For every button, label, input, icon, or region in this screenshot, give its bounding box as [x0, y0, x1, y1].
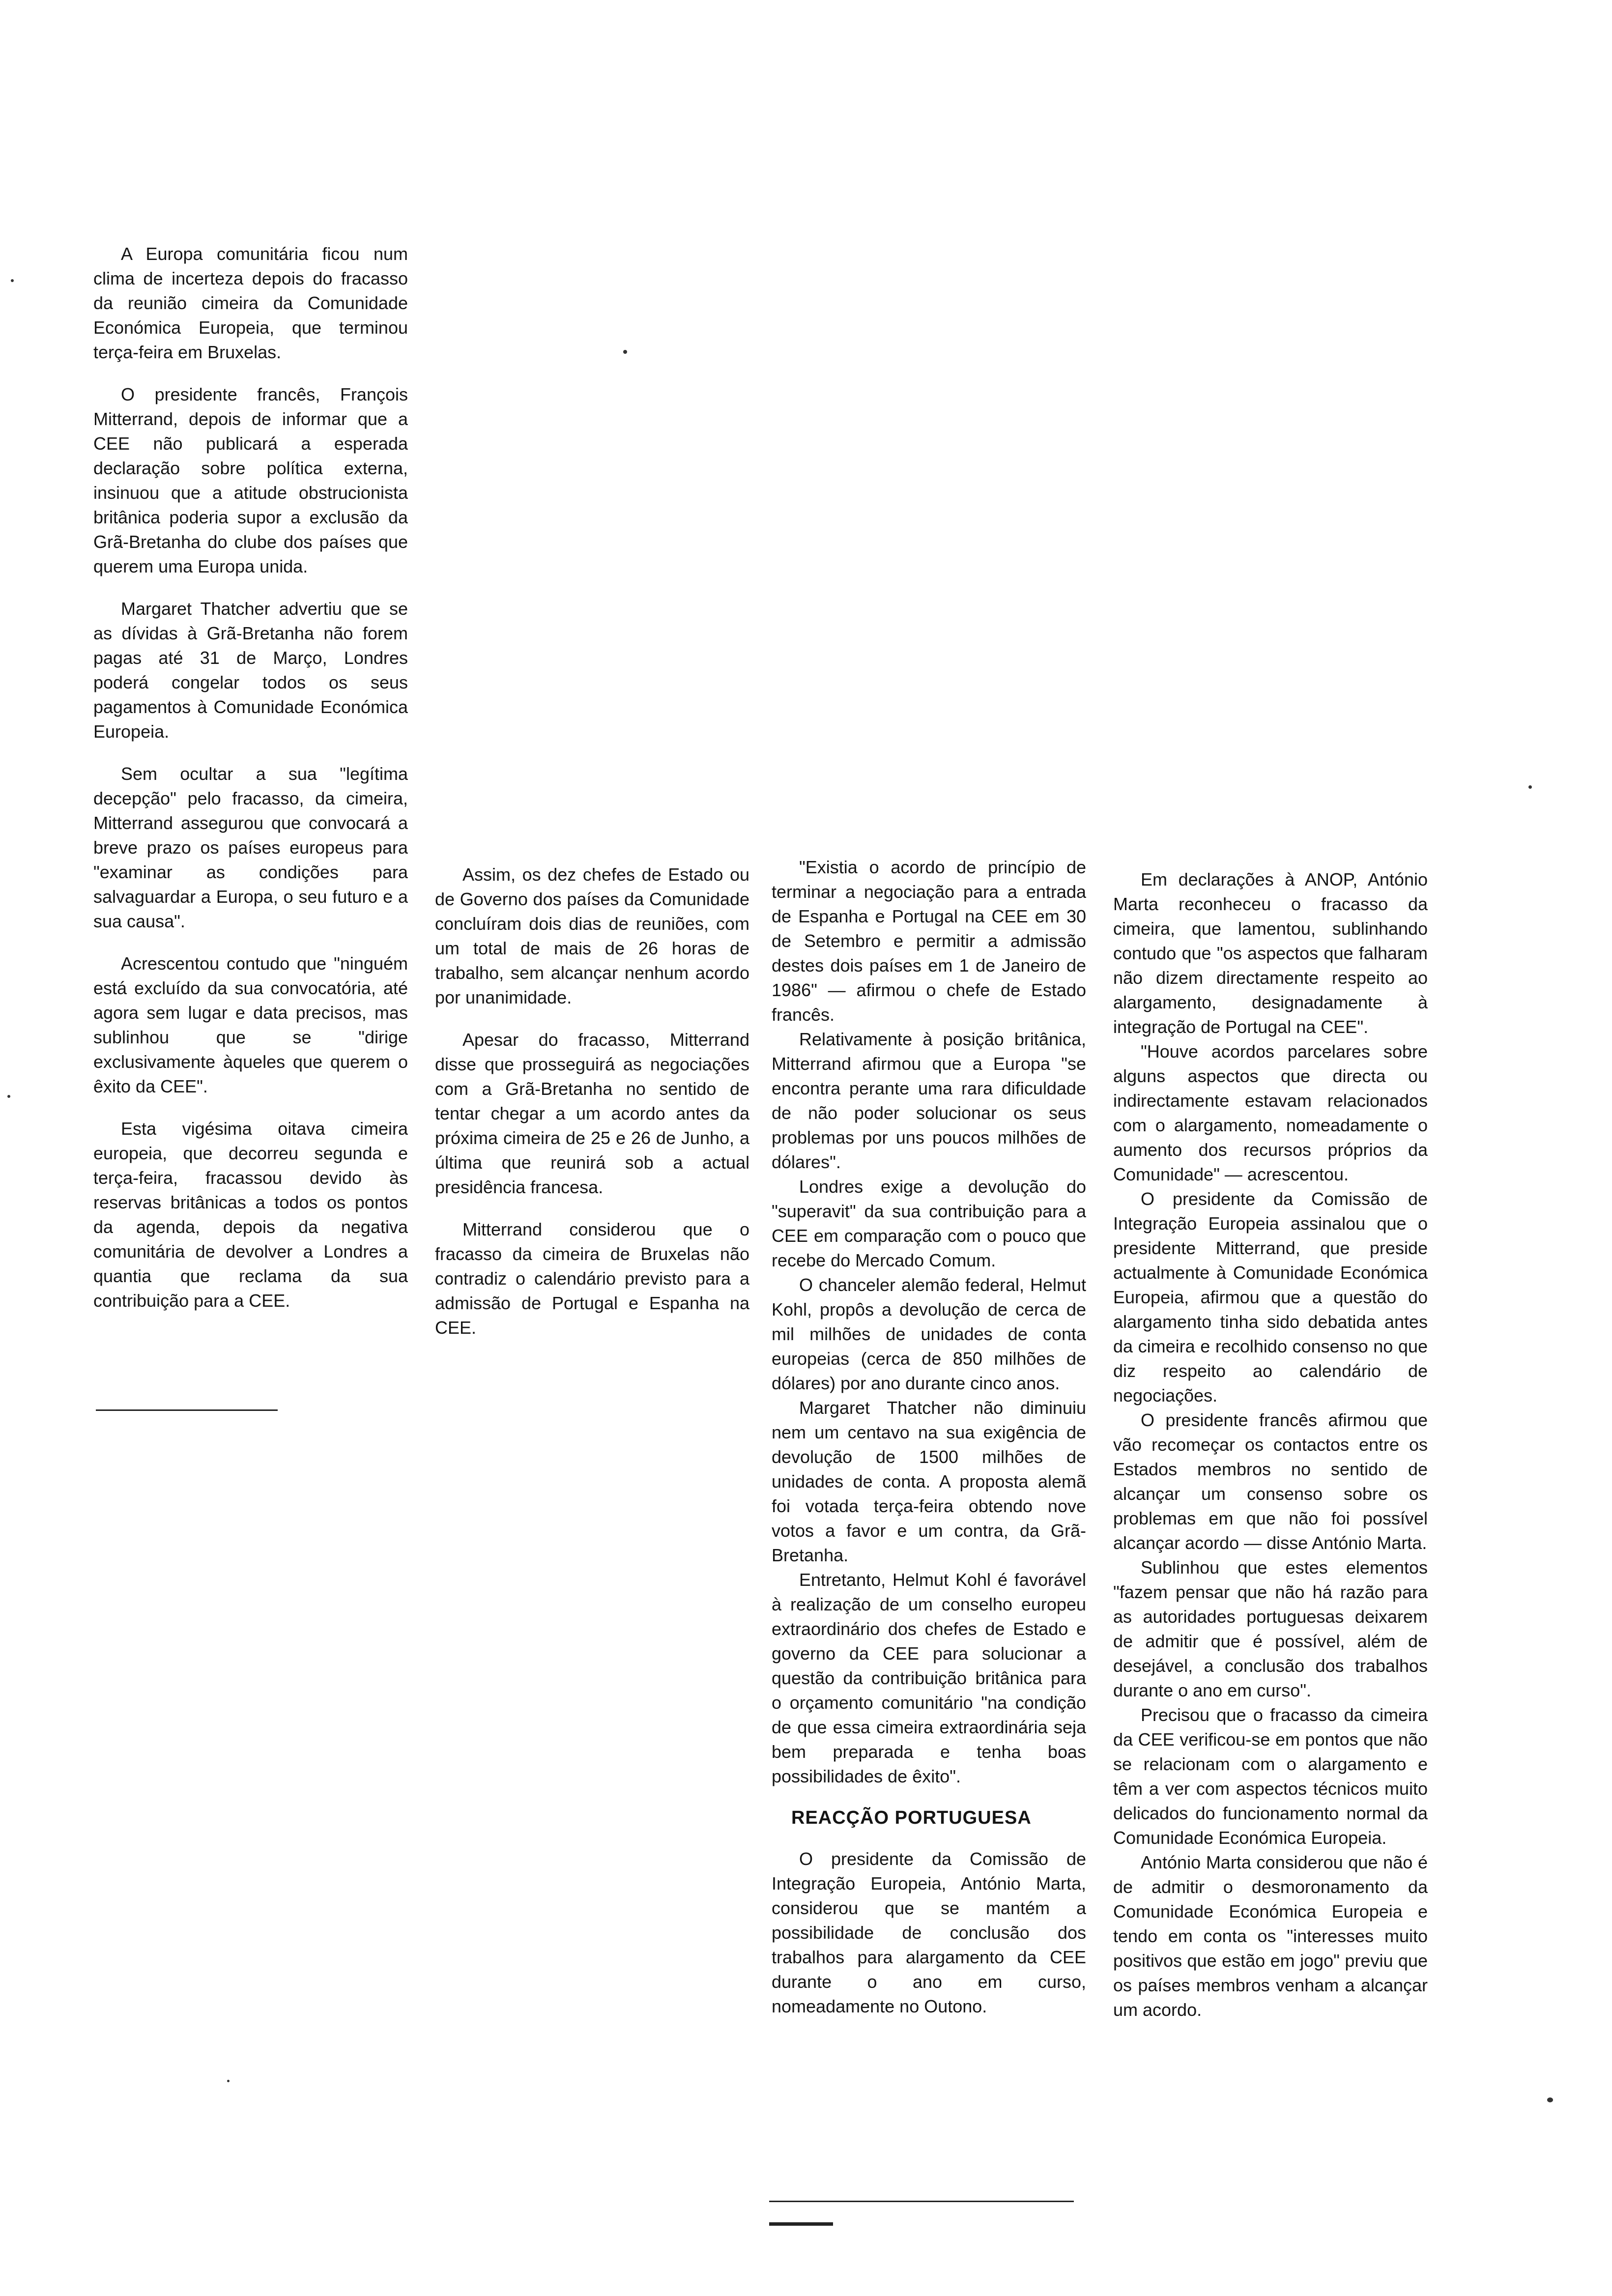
- paragraph: O chanceler alemão federal, Helmut Kohl, propôs a devolução de cerca de mil milhões de unidades de conta europeias (cerca de 850 milhões de dólares) por ano durante cinco anos.: [772, 1275, 1086, 1393]
- scan-speck: [11, 279, 14, 282]
- paragraph: Precisou que o fracasso da cimeira da CEE verificou-se em pontos que não se relacionam com o alargamento e têm a ver com aspectos técnicos muito delicados do funcionamento normal da Comunidade Económica Europeia.: [1113, 1705, 1428, 1848]
- paragraph: O presidente francês, François Mitterrand, depois de informar que a CEE não publicará a esperada declaração sobre política externa, insinuou que a atitude obstrucionista britânica poderia supor a exclusão da Grã-Bretanha do clube dos países que querem uma Europa unida.: [93, 384, 408, 576]
- article-end-mark: [769, 2222, 833, 2226]
- paragraph: "Existia o acordo de princípio de terminar a negociação para a entrada de Espanha e Portugal na CEE em 30 de Setembro e permitir a admissão destes dois países em 1 de Janeiro de 1986" — afirmou o chefe de Estado francês.: [772, 857, 1086, 1025]
- paragraph: Sem ocultar a sua "legítima decepção" pelo fracasso, da cimeira, Mitterrand assegurou que convocará a breve prazo os países europeus para "examinar as condições para salvaguardar a Europa, o seu futuro e a sua causa".: [93, 764, 408, 931]
- scan-speck: [7, 1095, 10, 1098]
- paragraph: António Marta considerou que não é de admitir o desmoronamento da Comunidade Económica Europeia e tendo em conta os "interesses muito positivos que estão em jogo" previu que os países membros venham a alcançar um acordo.: [1113, 1852, 1428, 2020]
- paragraph: O presidente da Comissão de Integração Europeia assinalou que o presidente Mitterrand, que preside actualmente à Comunidade Económica Europeia, afirmou que a questão do alargamento tinha sido debatida antes da cimeira e recolhido consenso no que diz respeito ao calendário de negociações.: [1113, 1189, 1428, 1406]
- column-4: [1113, 867, 1428, 2022]
- paragraph: Londres exige a devolução do "superavit" da sua contribuição para a CEE em comparação com o pouco que recebe do Mercado Comum.: [772, 1177, 1086, 1270]
- paragraph: Sublinhou que estes elementos "fazem pensar que não há razão para as autoridades portuguesas deixarem de admitir que é possível, além de desejável, a conclusão dos trabalhos durante o ano em curso".: [1113, 1557, 1428, 1700]
- article-end-rule: [769, 2201, 1074, 2202]
- paragraph: Em declarações à ANOP, António Marta reconheceu o fracasso da cimeira, que lamentou, sublinhando contudo que "os aspectos que falharam não dizem directamente respeito ao alargamento, designadamente à integração de Portugal na CEE".: [1113, 869, 1428, 1037]
- paragraph: Apesar do fracasso, Mitterrand disse que prosseguirá as negociações com a Grã-Bretanha no sentido de tentar chegar a um acordo antes da próxima cimeira de 25 e 26 de Junho, a última que reunirá sob a actual presidência francesa.: [435, 1030, 749, 1197]
- paragraph: Assim, os dez chefes de Estado ou de Governo dos países da Comunidade concluíram dois dias de reuniões, com um total de mais de 26 horas de trabalho, sem alcançar nenhum acordo por unanimidade.: [435, 864, 749, 1007]
- paragraph: Margaret Thatcher advertiu que se as dívidas à Grã-Bretanha não forem pagas até 31 de Março, Londres poderá congelar todos os seus pagamentos à Comunidade Económica Europeia.: [93, 599, 408, 742]
- paragraph: Esta vigésima oitava cimeira europeia, que decorreu segunda e terça-feira, fracassou devido às reservas britânicas a todos os pontos da agenda, depois da negativa comunitária de devolver a Londres a quantia que reclama da sua contribuição para a CEE.: [93, 1119, 408, 1311]
- paragraph: Acrescentou contudo que "ninguém está excluído da sua convocatória, até agora sem lugar e data precisos, mas sublinhou que se "dirige exclusivamente àqueles que querem o êxito da CEE".: [93, 953, 408, 1096]
- scan-speck: [227, 2080, 230, 2082]
- paragraph: Mitterrand considerou que o fracasso da cimeira de Bruxelas não contradiz o calendário previsto para a admissão de Portugal e Espanha na CEE.: [435, 1219, 749, 1338]
- paragraph: "Houve acordos parcelares sobre alguns aspectos que directa ou indirectamente estavam relacionados com o alargamento, nomeadamente o aumento dos recursos próprios da Comunidade" — acrescentou.: [1113, 1041, 1428, 1184]
- scan-speck: [623, 350, 627, 354]
- paragraph: Relativamente à posição britânica, Mitterrand afirmou que a Europa "se encontra perante uma rara dificuldade de não poder solucionar os seus problemas por uns poucos milhões de dólares".: [772, 1029, 1086, 1172]
- column-end-rule: [96, 1409, 278, 1411]
- column-3: [772, 855, 1086, 2037]
- section-heading: REACÇÃO PORTUGUESA: [791, 1808, 1032, 1828]
- column-2: [435, 862, 749, 1358]
- column-1: [93, 242, 408, 1331]
- paragraph: Entretanto, Helmut Kohl é favorável à realização de um conselho europeu extraordinário dos chefes de Estado e governo da CEE para solucionar a questão da contribuição britânica para o orçamento comunitário "na condição de que essa cimeira extraordinária seja bem preparada e tenha boas possibilidades de êxito".: [772, 1570, 1086, 1786]
- scan-speck: [1547, 2097, 1553, 2102]
- scan-speck: [1528, 785, 1532, 789]
- paragraph: O presidente da Comissão de Integração Europeia, António Marta, considerou que se mantém a possibilidade de conclusão dos trabalhos para alargamento da CEE durante o ano em curso, nomeadamente no Outono.: [772, 1849, 1086, 2016]
- paragraph: Margaret Thatcher não diminuiu nem um centavo na sua exigência de devolução de 1500 milhões de unidades de conta. A proposta alemã foi votada terça-feira obtendo nove votos a favor e um contra, da Grã-Bretanha.: [772, 1398, 1086, 1565]
- paragraph: A Europa comunitária ficou num clima de incerteza depois do fracasso da reunião cimeira da Comunidade Económica Europeia, que terminou terça-feira em Bruxelas.: [93, 244, 408, 362]
- paragraph: O presidente francês afirmou que vão recomeçar os contactos entre os Estados membros no sentido de alcançar um consenso sobre os problemas em que não foi possível alcançar acordo — disse António Marta.: [1113, 1410, 1428, 1553]
